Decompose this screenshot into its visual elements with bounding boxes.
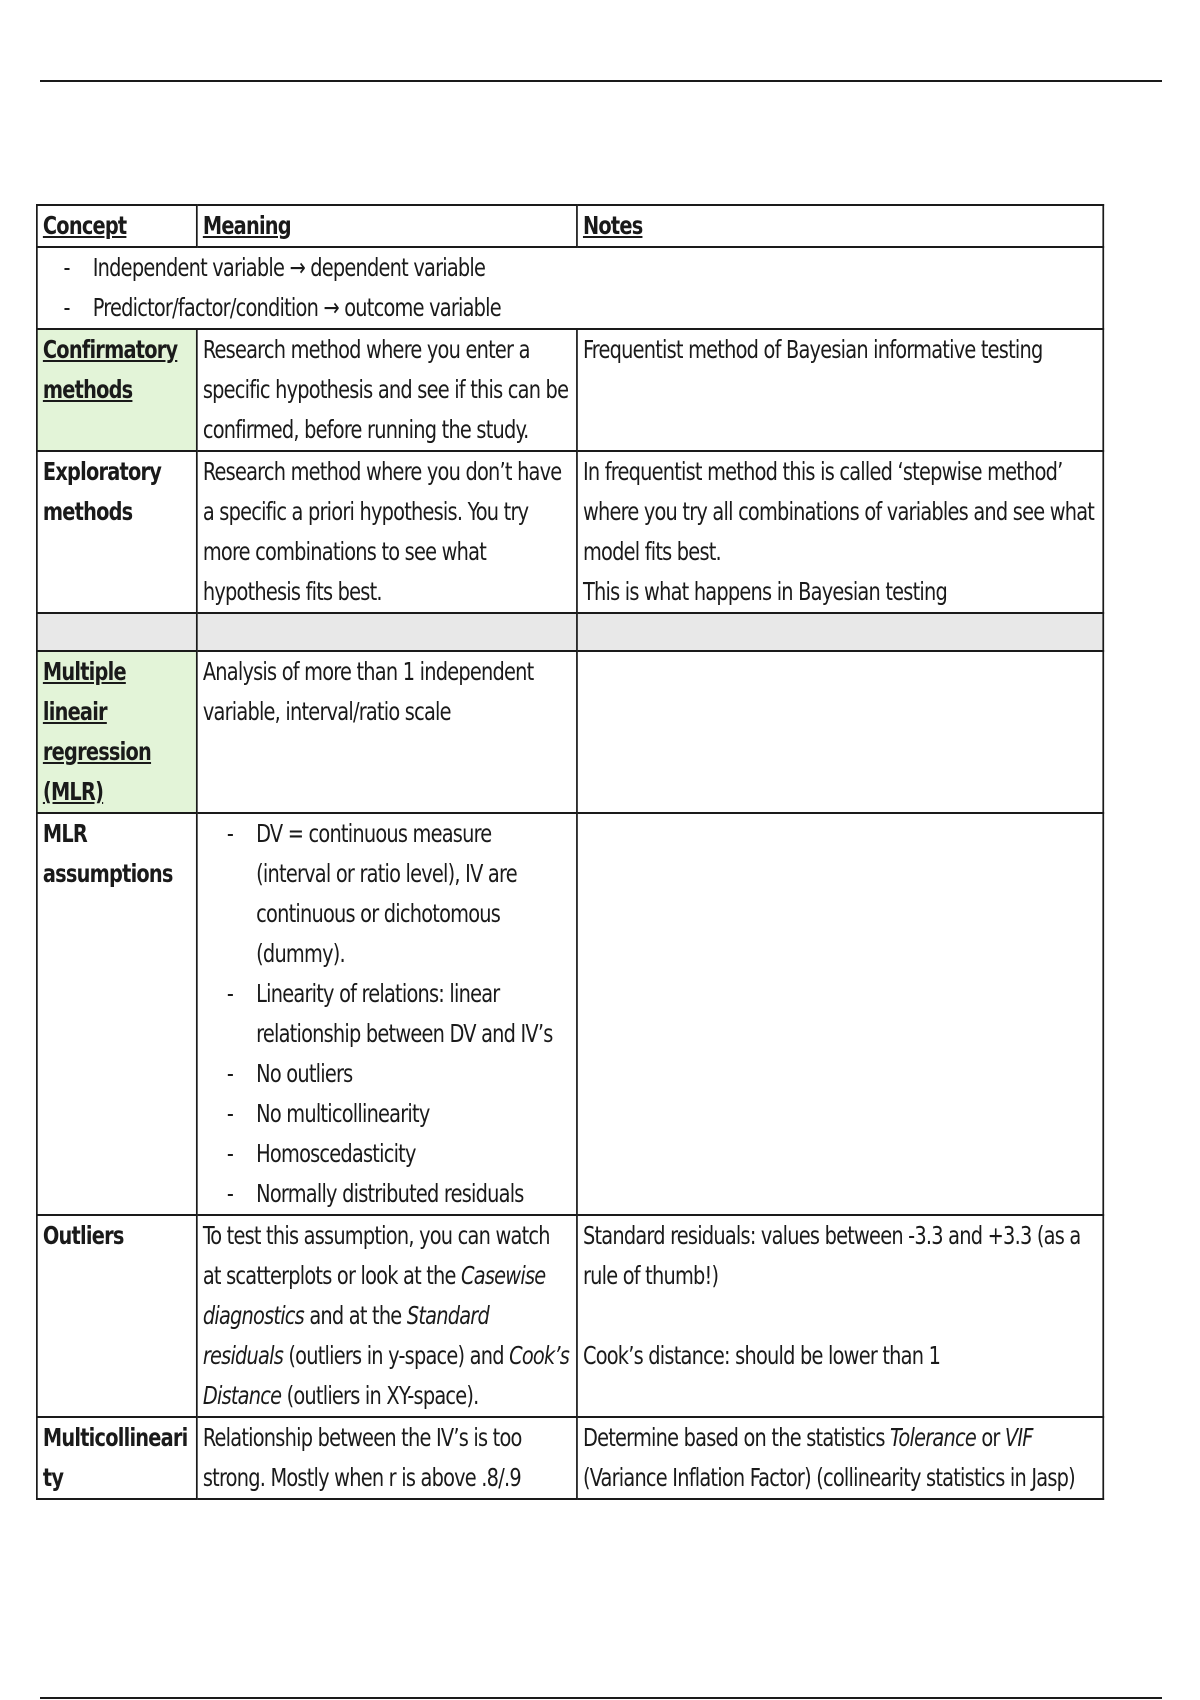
concept-multicollinearity: Multicollinearity <box>37 1417 197 1499</box>
notes-exploratory: In frequentist method this is called ‘stepwise method’ where you try all combinations of variables and see what model fits best. This is what happens in Bayesian testing <box>577 451 1103 613</box>
table-header-row <box>37 205 1103 247</box>
notes-multicollinearity: Determine based on the statistics Tolerance or VIF (Variance Inflation Factor) (collinearity statistics in Jasp) <box>577 1417 1103 1499</box>
bottom-rule <box>40 1697 1162 1699</box>
table-row-confirmatory <box>37 329 1103 451</box>
meaning-mlr: Analysis of more than 1 independent variable, interval/ratio scale <box>197 651 577 813</box>
notes-assumptions <box>577 813 1103 1215</box>
spacer-cell <box>197 613 577 651</box>
intro-row <box>37 247 1103 329</box>
concepts-table <box>36 204 1104 1500</box>
list-item: - No outliers <box>227 1054 571 1094</box>
table-row-outliers <box>37 1215 1103 1417</box>
list-item: - Predictor/factor/condition → outcome variable <box>64 288 1098 328</box>
meaning-exploratory: Research method where you don’t have a specific a priori hypothesis. You try more combinations to see what hypothesis fits best. <box>197 451 577 613</box>
concept-outliers: Outliers <box>37 1215 197 1417</box>
meaning-outliers: To test this assumption, you can watch at scatterplots or look at the Casewise diagnostics and at the Standard residuals (outliers in y-space) and Cook’s Distance (outliers in XY-space). <box>197 1215 577 1417</box>
list-item: - Homoscedasticity <box>227 1134 571 1174</box>
list-item: - Normally distributed residuals <box>227 1174 571 1214</box>
concept-assumptions: MLR assumptions <box>37 813 197 1215</box>
notes-mlr <box>577 651 1103 813</box>
concept-confirmatory: Confirmatory methods <box>37 329 197 451</box>
table-row-multicollinearity <box>37 1417 1103 1499</box>
spacer-row <box>37 613 1103 651</box>
header-notes: Notes <box>577 205 1103 247</box>
notes-outliers: Standard residuals: values between -3.3 and +3.3 (as a rule of thumb!) Cook’s distance: should be lower than 1 <box>577 1215 1103 1417</box>
list-item: - Independent variable → dependent variable <box>64 248 1098 288</box>
meaning-assumptions <box>197 813 577 1215</box>
meaning-confirmatory: Research method where you enter a specific hypothesis and see if this can be confirmed, before running the study. <box>197 329 577 451</box>
top-rule <box>40 80 1162 82</box>
table-row-exploratory <box>37 451 1103 613</box>
list-item: - DV = continuous measure (interval or ratio level), IV are continuous or dichotomous (dummy). <box>227 814 571 974</box>
meaning-multicollinearity: Relationship between the IV’s is too strong. Mostly when r is above .8/.9 <box>197 1417 577 1499</box>
notes-confirmatory: Frequentist method of Bayesian informative testing <box>577 329 1103 451</box>
list-item: - Linearity of relations: linear relationship between DV and IV’s <box>227 974 571 1054</box>
concept-exploratory: Exploratory methods <box>37 451 197 613</box>
header-meaning: Meaning <box>197 205 577 247</box>
concept-mlr: Multiple lineair regression (MLR) <box>37 651 197 813</box>
intro-list <box>43 248 1097 328</box>
spacer-cell <box>37 613 197 651</box>
assumptions-list <box>203 814 571 1214</box>
spacer-cell <box>577 613 1103 651</box>
list-item: - No multicollinearity <box>227 1094 571 1134</box>
header-concept: Concept <box>37 205 197 247</box>
table-row-assumptions <box>37 813 1103 1215</box>
table-row-mlr <box>37 651 1103 813</box>
intro-cell <box>37 247 1103 329</box>
